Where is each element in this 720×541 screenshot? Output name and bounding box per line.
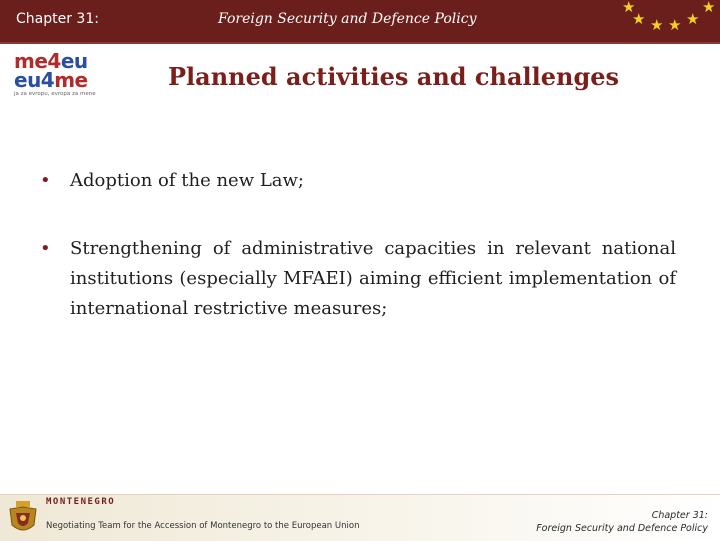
- logo-tagline: ja za evropu, evropa za mene: [14, 91, 96, 97]
- star-icon: ★: [686, 10, 700, 28]
- logo-text: me4: [14, 49, 61, 73]
- logo-text: me: [54, 68, 88, 92]
- footer-chapter: [536, 509, 708, 535]
- slide-title: Planned activities and challenges: [168, 62, 620, 91]
- footer-chapter-number: Chapter 31:: [651, 510, 708, 521]
- logo-text: eu4: [14, 68, 55, 92]
- header-bar: [0, 0, 720, 44]
- bullet-item: [40, 166, 676, 196]
- logo-text: eu: [60, 49, 88, 73]
- coat-of-arms-icon: [6, 499, 40, 537]
- star-icon: ★: [668, 16, 682, 34]
- header-title: Foreign Security and Defence Policy: [218, 11, 477, 27]
- star-icon: ★: [622, 0, 636, 16]
- bullet-item: [40, 234, 676, 324]
- bullet-icon: •: [40, 238, 51, 259]
- footer-chapter-title: Foreign Security and Defence Policy: [536, 523, 708, 534]
- footer-team: Negotiating Team for the Accession of Montenegro to the European Union: [46, 521, 360, 531]
- star-icon: ★: [702, 0, 716, 16]
- me4eu-logo: [14, 49, 114, 98]
- chapter-label: Chapter 31:: [16, 11, 99, 27]
- bullet-icon: •: [40, 170, 51, 191]
- footer-bar: [0, 494, 720, 541]
- footer-country: MONTENEGRO: [46, 497, 116, 507]
- bullet-text: Strengthening of administrative capacities in relevant national institutions (especially MFAEI) aiming efficient implementation of international restrictive measures;: [70, 238, 676, 319]
- bullet-text: Adoption of the new Law;: [70, 170, 304, 191]
- star-icon: ★: [632, 10, 646, 28]
- eu-stars: [610, 0, 720, 42]
- star-icon: ★: [650, 16, 664, 34]
- bullet-list: [40, 166, 676, 324]
